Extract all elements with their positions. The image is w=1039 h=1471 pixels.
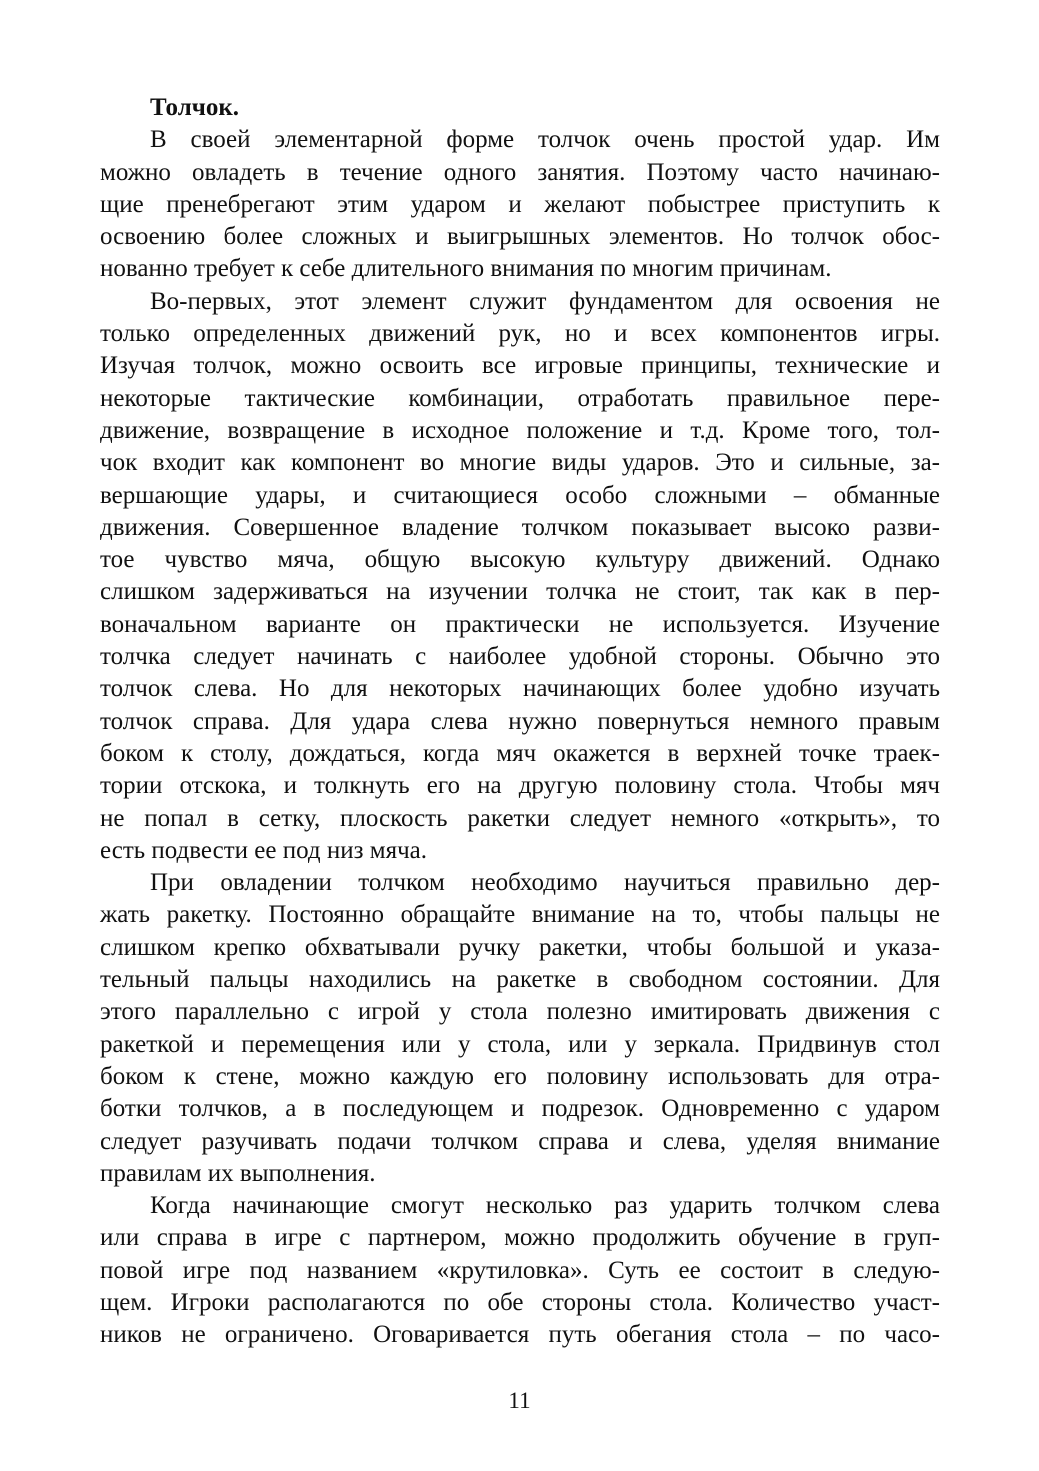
paragraph — [100, 1190, 940, 1351]
text-line: тории отскока, и толкнуть его на другую половину стола. Чтобы мяч — [100, 772, 940, 800]
text-line: жать ракетку. Постоянно обращайте внимание на то, чтобы пальцы не — [100, 901, 940, 929]
text-line: освоению более сложных и выигрышных элементов. Но толчок обос- — [100, 223, 940, 251]
page-number: 11 — [508, 1388, 531, 1413]
text-line: вершающие удары, и считающиеся особо сложными – обманные — [100, 481, 940, 509]
text-line: воначальном варианте он практически не используется. Изучение — [100, 610, 940, 638]
text-line: ников не ограничено. Оговаривается путь обегания стола – по часо- — [100, 1321, 940, 1349]
paragraph — [100, 867, 940, 1190]
section-heading: Толчок. — [150, 94, 240, 121]
text-line: этого параллельно с игрой у стола полезно имитировать движения с — [100, 998, 940, 1026]
document-page — [100, 92, 940, 1352]
text-line: тое чувство мяча, общую высокую культуру движений. Однако — [100, 546, 940, 574]
paragraph — [100, 124, 940, 285]
text-line: есть подвести ее под низ мяча. — [100, 836, 427, 864]
paragraph — [100, 286, 940, 867]
text-line: повой игре под названием «крутиловка». Суть ее состоит в следую- — [100, 1256, 940, 1284]
text-line: Когда начинающие смогут несколько раз ударить толчком слева — [150, 1192, 940, 1220]
text-line: тельный пальцы находились на ракетке в свободном состоянии. Для — [100, 966, 940, 994]
text-line: При овладении толчком необходимо научиться правильно дер- — [150, 869, 940, 897]
text-line: не попал в сетку, плоскость ракетки следует немного «открыть», то — [100, 804, 940, 832]
text-line: следует разучивать подачи толчком справа и слева, уделяя внимание — [100, 1127, 940, 1155]
text-line: ракеткой и перемещения или у стола, или у зеркала. Придвинув стол — [100, 1030, 940, 1058]
text-line: можно овладеть в течение одного занятия. Поэтому часто начинаю- — [100, 158, 940, 186]
text-line: чок входит как компонент во многие виды ударов. Это и сильные, за- — [100, 449, 940, 477]
text-line: ботки толчков, а в последующем и подрезок. Одновременно с ударом — [100, 1095, 940, 1123]
text-line: только определенных движений рук, но и всех компонентов игры. — [100, 320, 940, 348]
text-line: боком к стене, можно каждую его половину использовать для отра- — [100, 1062, 940, 1090]
text-line: щем. Игроки располагаются по обе стороны стола. Количество участ- — [100, 1288, 940, 1316]
text-line: боком к столу, дождаться, когда мяч окажется в верхней точке траек- — [100, 739, 940, 767]
text-line: В своей элементарной форме толчок очень простой удар. Им — [150, 126, 940, 154]
text-line: Во-первых, этот элемент служит фундаментом для освоения не — [150, 287, 940, 315]
text-line: щие пренебрегают этим ударом и желают побыстрее приступить к — [100, 190, 940, 218]
text-line: или справа в игре с партнером, можно продолжить обучение в груп- — [100, 1224, 940, 1252]
text-line: движения. Совершенное владение толчком показывает высоко разви- — [100, 513, 940, 541]
text-line: слишком задерживаться на изучении толчка не стоит, так как в пер- — [100, 578, 940, 606]
text-line: толчок слева. Но для некоторых начинающих более удобно изучать — [100, 675, 940, 703]
text-line: движение, возвращение в исходное положение и т.д. Кроме того, тол- — [100, 416, 940, 444]
text-line: некоторые тактические комбинации, отработать правильное пере- — [100, 384, 940, 412]
text-line: толчка следует начинать с наиболее удобной стороны. Обычно это — [100, 643, 940, 671]
text-line: слишком крепко обхватывали ручку ракетки, чтобы большой и указа- — [100, 933, 940, 961]
text-line: толчок справа. Для удара слева нужно повернуться немного правым — [100, 707, 940, 735]
text-line: правилам их выполнения. — [100, 1159, 376, 1187]
body-text — [100, 124, 940, 1351]
text-line: нованно требует к себе длительного внимания по многим причинам. — [100, 255, 832, 283]
text-line: Изучая толчок, можно освоить все игровые принципы, технические и — [100, 352, 940, 380]
